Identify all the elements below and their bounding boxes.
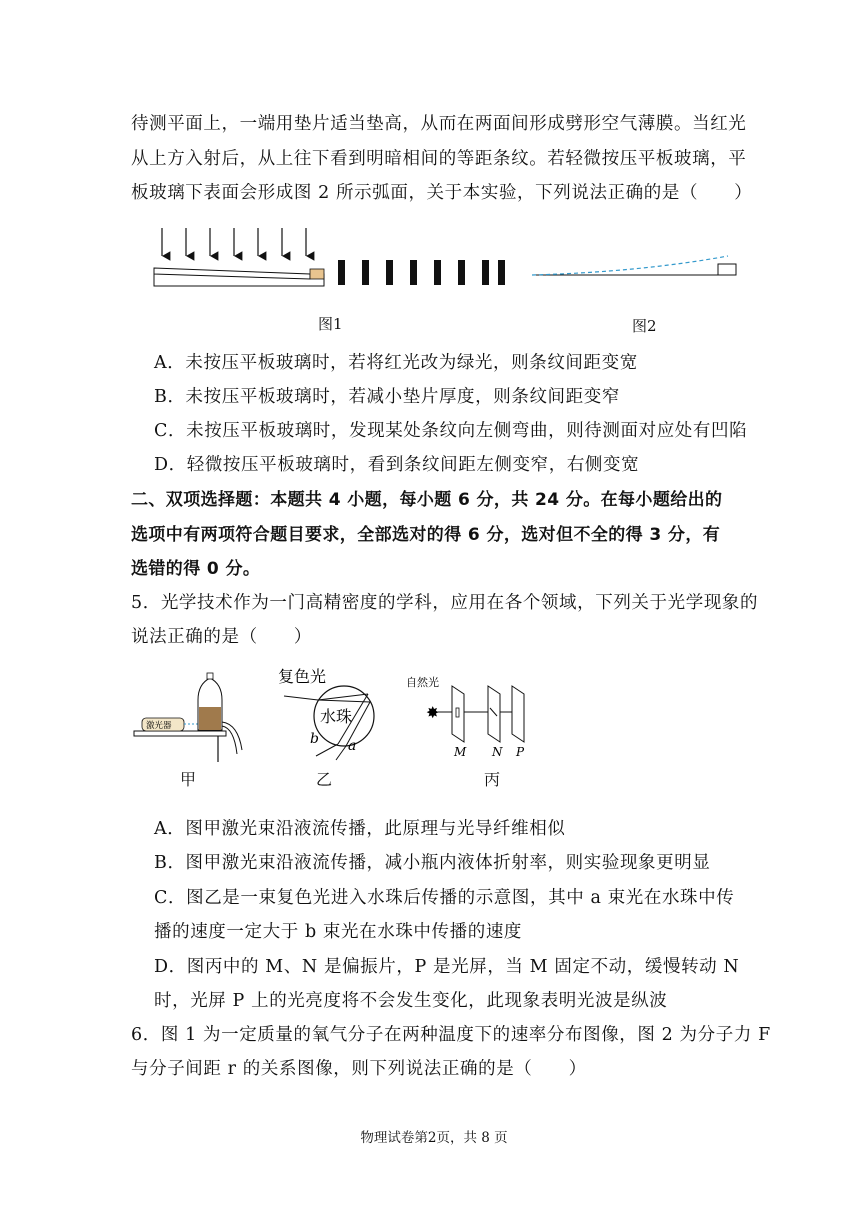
q6-line-2: 与分子间距 r 的关系图像，则下列说法正确的是（ ） [131, 1059, 587, 1079]
compound-light-label: 复色光 [278, 667, 327, 686]
q4-line-2: 从上方入射后，从上往下看到明暗相间的等距条纹。若轻微按压平板玻璃，平 [131, 149, 747, 169]
screen-p [512, 686, 524, 742]
fig-bing-caption: 丙 [484, 770, 501, 789]
q5-option-b: B．图甲激光束沿液流传播，减小瓶内液体折射率，则实验现象更明显 [154, 853, 711, 873]
label-p: P [516, 745, 525, 759]
label-n: N [492, 745, 503, 759]
fringe-pattern [338, 260, 505, 285]
shim [310, 269, 324, 279]
fig-bing [404, 672, 544, 764]
q4-line-1: 待测平面上，一端用垫片适当垫高，从而在两面间形成劈形空气薄膜。当红光 [131, 114, 747, 134]
fig2-arc [532, 256, 736, 275]
section2-line-1: 二、双项选择题：本题共 4 小题，每小题 6 分，共 24 分。在每小题给出的 [131, 490, 723, 510]
water-drop-label: 水珠 [320, 707, 353, 726]
fig-jia [130, 670, 270, 770]
label-m: M [454, 745, 467, 759]
light-source-icon: ✸ [426, 703, 440, 722]
ray-a-label: a [348, 738, 357, 754]
fig-yi-caption: 乙 [316, 770, 333, 789]
page-footer: 物理试卷第2页，共 8 页 [360, 1130, 508, 1146]
q5-option-d-cont: 时，光屏 P 上的光亮度将不会发生变化，此现象表明光波是纵波 [154, 991, 668, 1011]
fig-jia-caption: 甲 [180, 770, 197, 789]
q5-option-d: D．图丙中的 M、N 是偏振片，P 是光屏，当 M 固定不动，缓慢转动 N [154, 957, 740, 977]
q5-option-c: C．图乙是一束复色光进入水珠后传播的示意图，其中 a 束光在水珠中传 [154, 888, 735, 908]
laser-label: 激光器 [146, 721, 172, 731]
polarizer-m [452, 686, 464, 742]
q4-line-3: 板玻璃下表面会形成图 2 所示弧面，关于本实验，下列说法正确的是（ ） [131, 183, 753, 203]
glass-plates [154, 268, 324, 286]
section2-line-3: 选错的得 0 分。 [131, 559, 261, 579]
table [134, 731, 226, 736]
q5-option-c-cont: 播的速度一定大于 b 束光在水珠中传播的速度 [154, 922, 523, 942]
fig-yi [276, 664, 396, 764]
q4-option-b: B．未按压平板玻璃时，若减小垫片厚度，则条纹间距变窄 [154, 387, 620, 407]
incident-light-arrows [162, 228, 306, 256]
polarizer-n [488, 686, 500, 742]
q4-option-a: A．未按压平板玻璃时，若将红光改为绿光，则条纹间距变宽 [154, 353, 638, 373]
q6-line-1: 6．图 1 为一定质量的氧气分子在两种温度下的速率分布图像，图 2 为分子力 F [131, 1025, 771, 1045]
fig1-caption: 图1 [318, 315, 343, 333]
section2-line-2: 选项中有两项符合题目要求，全部选对的得 6 分，选对但不全的得 3 分，有 [131, 525, 721, 545]
q4-option-d: D．轻微按压平板玻璃时，看到条纹间距左侧变窄，右侧变宽 [154, 455, 640, 475]
fig2-caption: 图2 [632, 317, 657, 335]
natural-light-label: 自然光 [406, 676, 439, 689]
q4-option-c: C．未按压平板玻璃时，发现某处条纹向左侧弯曲，则待测面对应处有凹陷 [154, 421, 748, 441]
interference-figure [140, 222, 750, 302]
q5-line-1: 5．光学技术作为一门高精密度的学科，应用在各个领域，下列关于光学现象的 [131, 593, 759, 613]
q5-line-2: 说法正确的是（ ） [131, 627, 312, 647]
ray-b-label: b [310, 731, 319, 747]
q5-option-a: A．图甲激光束沿液流传播，此原理与光导纤维相似 [154, 819, 566, 839]
